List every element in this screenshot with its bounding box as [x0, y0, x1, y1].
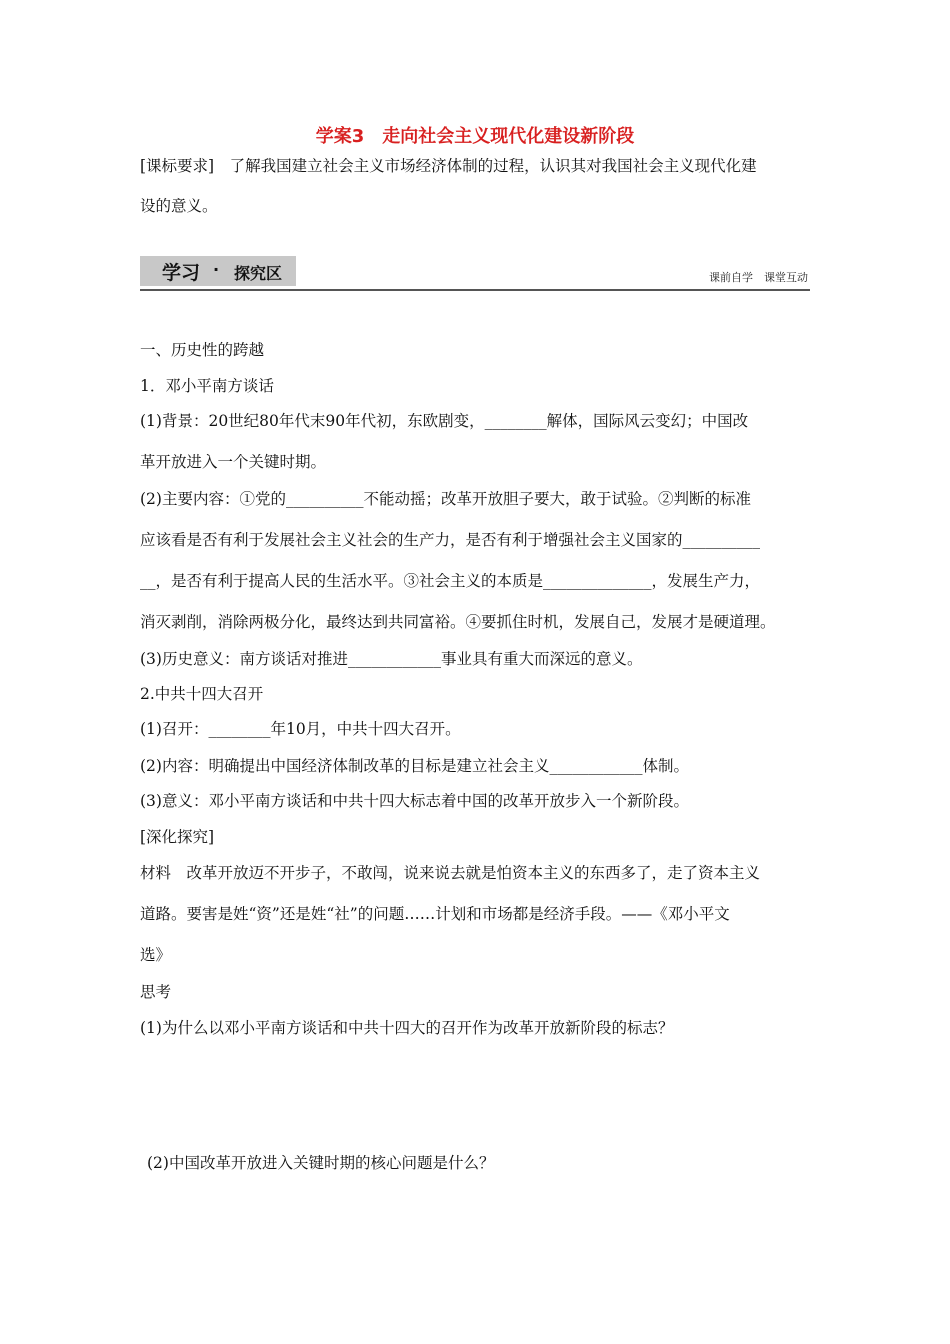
requirement-line-2: 设的意义。: [140, 197, 218, 215]
subsection-heading: [深化探究]: [140, 828, 215, 846]
text-line: (2)内容：明确提出中国经济体制改革的目标是建立社会主义____________体制。: [140, 757, 689, 775]
text-line: (3)历史意义：南方谈话对推进____________事业具有重大而深远的意义。: [140, 650, 643, 668]
text-line: (1)召开：________年10月，中共十四大召开。: [140, 720, 461, 738]
think-label: 思考: [140, 983, 172, 1001]
subsection-heading: 2.中共十四大召开: [140, 685, 264, 703]
text-line: 消灭剥削，消除两极分化，最终达到共同富裕。④要抓住时机，发展自己，发展才是硬道理。: [140, 613, 776, 631]
text-line: (2)主要内容：①党的__________不能动摇；改革开放胆子要大，敢于试验。②判断的标准: [140, 490, 751, 508]
material-line: 材料 改革开放迈不开步子，不敢闯，说来说去就是怕资本主义的东西多了，走了资本主义: [140, 864, 761, 882]
text-line: (3)意义：邓小平南方谈话和中共十四大标志着中国的改革开放步入一个新阶段。: [140, 792, 689, 810]
page-title: 学案3 走向社会主义现代化建设新阶段: [315, 126, 635, 147]
banner-right-label: 课前自学 课堂互动: [709, 271, 808, 284]
text-line: 革开放进入一个关键时期。: [140, 453, 327, 471]
text-line: (1)背景：20世纪80年代末90年代初，东欧剧变，________解体，国际风云变幻；中国改: [140, 412, 749, 430]
requirement-line-1: [课标要求] 了解我国建立社会主义市场经济体制的过程，认识其对我国社会主义现代化建: [140, 157, 757, 175]
banner-word-study: 学习: [162, 262, 201, 284]
section-banner: [140, 252, 810, 292]
text-line: __，是否有利于提高人民的生活水平。③社会主义的本质是______________，发展生产力，: [140, 572, 761, 590]
material-line: 选》: [140, 946, 172, 964]
question-2: (2)中国改革开放进入关键时期的核心问题是什么？: [147, 1154, 495, 1172]
question-1: (1)为什么以邓小平南方谈话和中共十四大的召开作为改革开放新阶段的标志？: [140, 1019, 674, 1037]
section-heading: 一、历史性的跨越: [140, 341, 265, 359]
text-line: 应该看是否有利于发展社会主义社会的生产力，是否有利于增强社会主义国家的__________: [140, 531, 761, 549]
banner-word-explore: 探究区: [234, 264, 283, 283]
subsection-heading: 1．邓小平南方谈话: [140, 377, 274, 395]
material-line: 道路。要害是姓“资”还是姓“社”的问题……计划和市场都是经济手段。——《邓小平文: [140, 905, 730, 923]
banner-divider: [140, 289, 810, 291]
banner-dot: ·: [213, 260, 220, 279]
